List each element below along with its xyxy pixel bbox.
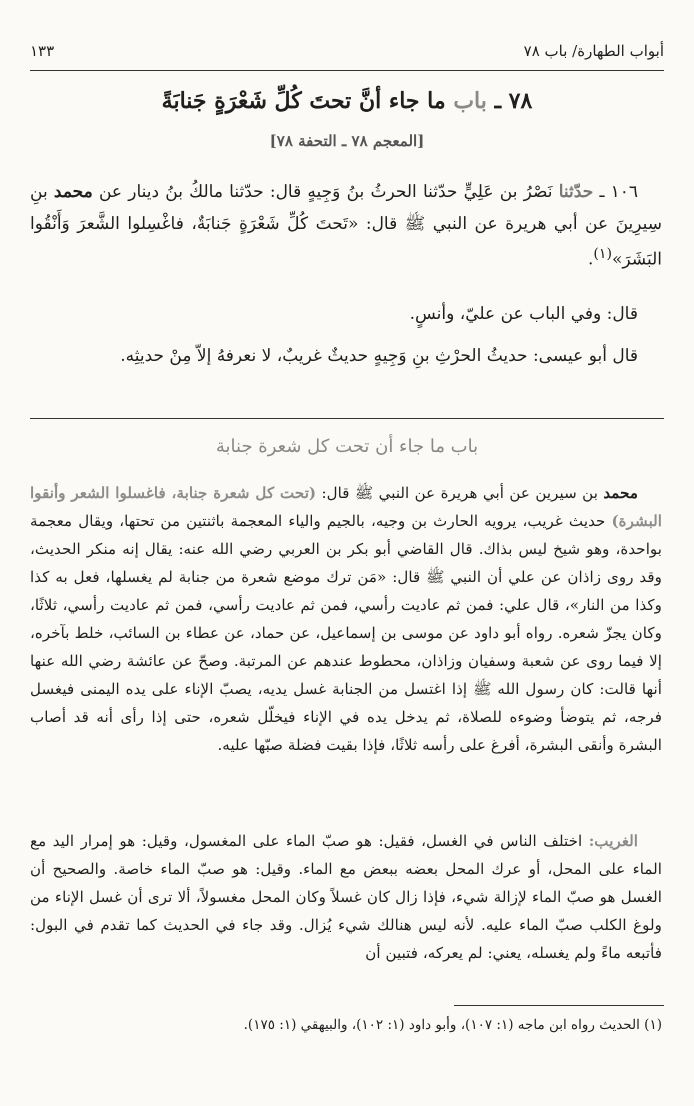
commentary-name: محمد [603,484,639,502]
commentary-text-b: حديث غريب، يرويه الحارث بن وجيه، بالجيم والياء المعجمة باثنتين من تحتها، ويقال معجمة بواحدة، وهو شيخ ليس بذاك. قال القاضي أبو بكر بن العربي رضي الله عنه: يقال إنه منكر الحديث، وقد روى زاذان عن علي أن النبي ﷺ قال: «مَن ترك موضع شعرة من جنابة لم يغسلها، فعل به كذا وكذا من النار»، قال علي: فمن ثم عاديت رأسي، فمن ثم عاديت رأسي، فمن ثم عاديت رأسي، ثلاثًا، وكان يجزّ شعره. رواه أبو داود عن موسى بن إسماعيل، عن حماد، عن عطاء بن السائب، خلط بآخره، إلا فيما روى عن شعبة وسفيان وزاذان، محطوط عندهم عن المرتبة. وصحّ عن عائشة رضي الله عنها أنها قالت: كان رسول الله ﷺ إذا اغتسل من الجنابة غسل يديه، يصبّ الإناء على يده اليمنى فيغسل فرجه، ثم يتوضأ وضوءه للصلاة، ثم يدخل يده في الإناء فيخلّل شعره، حتى إذا رأى أنه قد أصاب البشرة وأنقى البشرة، أفرغ على رأسه ثلاثًا، فإذا بقيت فضلة صبّها عليه. [30,511,662,754]
hadith-opener: حدّثنا [558,182,594,202]
gharib-text: اختلف الناس في الغسل، فقيل: هو صبّ الماء على المغسول، وقيل: هو إمرار اليد مع الماء على المحل، أو عرك المحل بعضه ببعض مع الماء. وقيل: هو صبّ الماء خاصة. والصحيح أن الغسل هو صبّ الماء لإزالة شيء، فإذا زال كان غسلاً وكان المحل مغسولاً، ألا ترى أن غسل الإناء من ولوغ الكلب صبّ الماء عليه. لأنه ليس هنالك شيء يُزال. وقد جاء في الحديث كما تقدم في البول: فأتبعه ماءً ولم يغسله، يعني: لم يعركه، فتبين أن [30,832,662,962]
footnote-marker[interactable]: (١) [593,245,613,262]
abu-isa-paragraph: قال أبو عيسى: حديثُ الحرْثِ بنِ وَجِيهٍ حديثٌ غريبٌ، لا نعرفهُ إلاّ مِنْ حديثِه. [120,346,638,366]
commentary-heading: باب ما جاء أن تحت كل شعرة جنابة [215,436,479,457]
footnote-rule [454,1005,664,1006]
header-title: أبواب الطهارة/ باب ٧٨ [523,42,664,60]
section-divider [30,418,664,419]
hadith-text-a: نَصْرُ بن عَلِيٍّ حدّثنا الحرثُ بنُ وَجِيهٍ قال: حدّثنا مالكُ بنُ دينار عن [98,182,553,202]
page-number: ١٣٣ [30,42,55,60]
chapter-heading [30,88,664,114]
running-header [30,42,664,68]
commentary-text-a: بن سيرين عن أبي هريرة عن النبي ﷺ قال: [321,484,598,502]
commentary-paragraph-1 [30,480,662,760]
footnote: (١) الحديث رواه ابن ماجه (١: ١٠٧)، وأبو داود (١: ١٠٢)، والبيهقي (١: ١٧٥). [243,1017,662,1033]
hadith-text-b: بنِ سِيرِينَ عن أبي هريرة عن النبي ﷺ قال: «تَحتَ كُلِّ شَعْرَةٍ جَنابَةٌ، فاغْسِلوا الشَّعرَ وَأَنْقُوا البَشَرَ» [30,182,662,270]
hadith-paragraph [30,176,662,276]
hadith-name: محمد [53,182,93,202]
commentary-quote: (تحت كل شعرة جنابة، فاغسلوا الشعر وأنقوا البشرة) [30,484,663,530]
chapter-subtitle: [المعجم ٧٨ ـ التحفة ٧٨] [269,132,425,150]
bab-paragraph: قال: وفي الباب عن عليّ، وأنسٍ. [409,304,638,324]
chapter-number: ٧٨ ـ [494,88,533,114]
chapter-title: ما جاء أنَّ تحتَ كُلِّ شَعْرَةٍ جَنابَةً [161,88,446,114]
header-rule [30,70,664,71]
commentary-paragraph-2 [30,828,662,968]
hadith-end: . [587,249,594,270]
chapter-word: باب [453,88,487,114]
hadith-number: ١٠٦ ـ [599,182,639,202]
gharib-label: الغريب: [588,832,639,850]
